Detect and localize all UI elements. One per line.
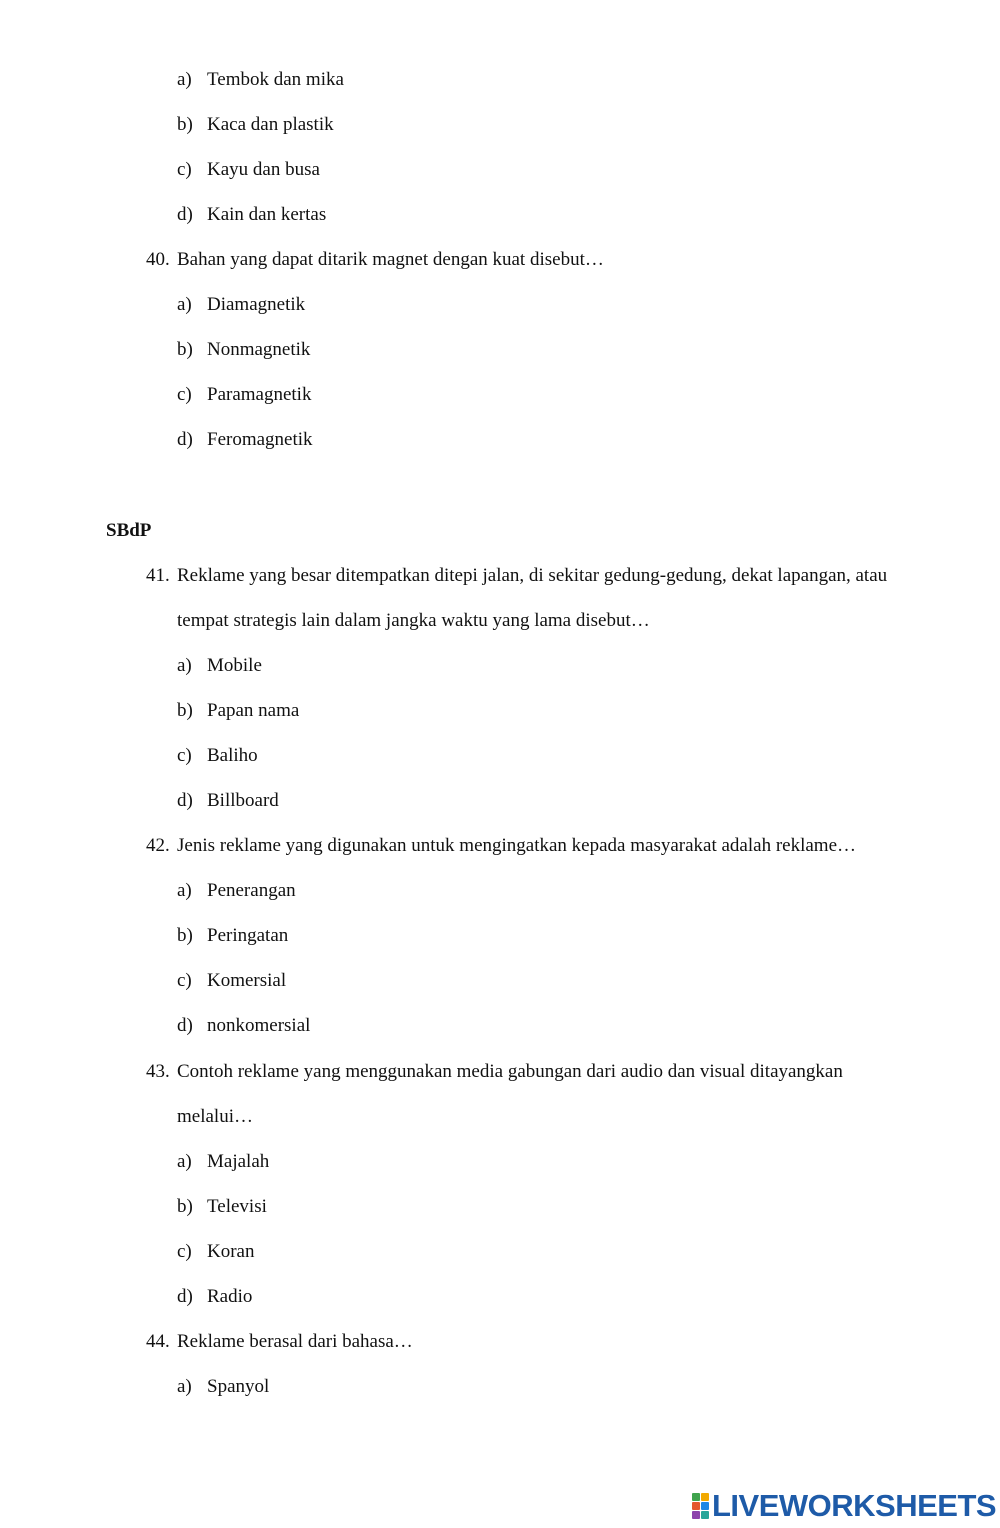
list-item: a) Penerangan: [177, 880, 296, 901]
list-item: d) Billboard: [177, 790, 279, 811]
logo-mark-tile: [692, 1493, 700, 1501]
question-40: 40. Bahan yang dapat ditarik magnet dengan kuat disebut…: [146, 249, 604, 270]
list-item: c) Baliho: [177, 745, 258, 766]
logo-mark-tile: [701, 1511, 709, 1519]
list-item: c) Kayu dan busa: [177, 159, 320, 180]
list-item: b) Nonmagnetik: [177, 339, 311, 360]
list-item: c) Koran: [177, 1241, 255, 1262]
liveworksheets-logo: [692, 1489, 996, 1523]
list-item: a) Majalah: [177, 1151, 270, 1172]
section-heading: SBdP: [106, 520, 152, 541]
question-44: 44. Reklame berasal dari bahasa…: [146, 1331, 413, 1352]
question-41: 41. Reklame yang besar ditempatkan ditepi jalan, di sekitar gedung-gedung, dekat lapangan, atau: [146, 565, 888, 586]
logo-mark-tile: [692, 1511, 700, 1519]
question-42: 42. Jenis reklame yang digunakan untuk mengingatkan kepada masyarakat adalah reklame…: [146, 835, 856, 856]
logo-mark-icon: [692, 1493, 709, 1519]
list-item: d) Radio: [177, 1286, 253, 1307]
list-item: a) Tembok dan mika: [177, 69, 344, 90]
logo-mark-tile: [692, 1502, 700, 1510]
list-item: a) Mobile: [177, 655, 262, 676]
list-item: c) Paramagnetik: [177, 384, 312, 405]
question-43: 43. Contoh reklame yang menggunakan media gabungan dari audio dan visual ditayangkan: [146, 1061, 843, 1082]
list-item: a) Spanyol: [177, 1376, 270, 1397]
list-item: c) Komersial: [177, 970, 287, 991]
question-41-continuation: tempat strategis lain dalam jangka waktu yang lama disebut…: [177, 610, 650, 631]
logo-text: LIVEWORKSHEETS: [712, 1488, 997, 1523]
list-item: b) Papan nama: [177, 700, 300, 721]
logo-mark-tile: [701, 1502, 709, 1510]
list-item: b) Peringatan: [177, 925, 289, 946]
logo-mark-tile: [701, 1493, 709, 1501]
question-43-continuation: melalui…: [177, 1106, 253, 1127]
list-item: d) Kain dan kertas: [177, 204, 327, 225]
list-item: a) Diamagnetik: [177, 294, 306, 315]
list-item: b) Televisi: [177, 1196, 267, 1217]
list-item: d) Feromagnetik: [177, 429, 313, 450]
list-item: d) nonkomersial: [177, 1015, 311, 1036]
list-item: b) Kaca dan plastik: [177, 114, 334, 135]
